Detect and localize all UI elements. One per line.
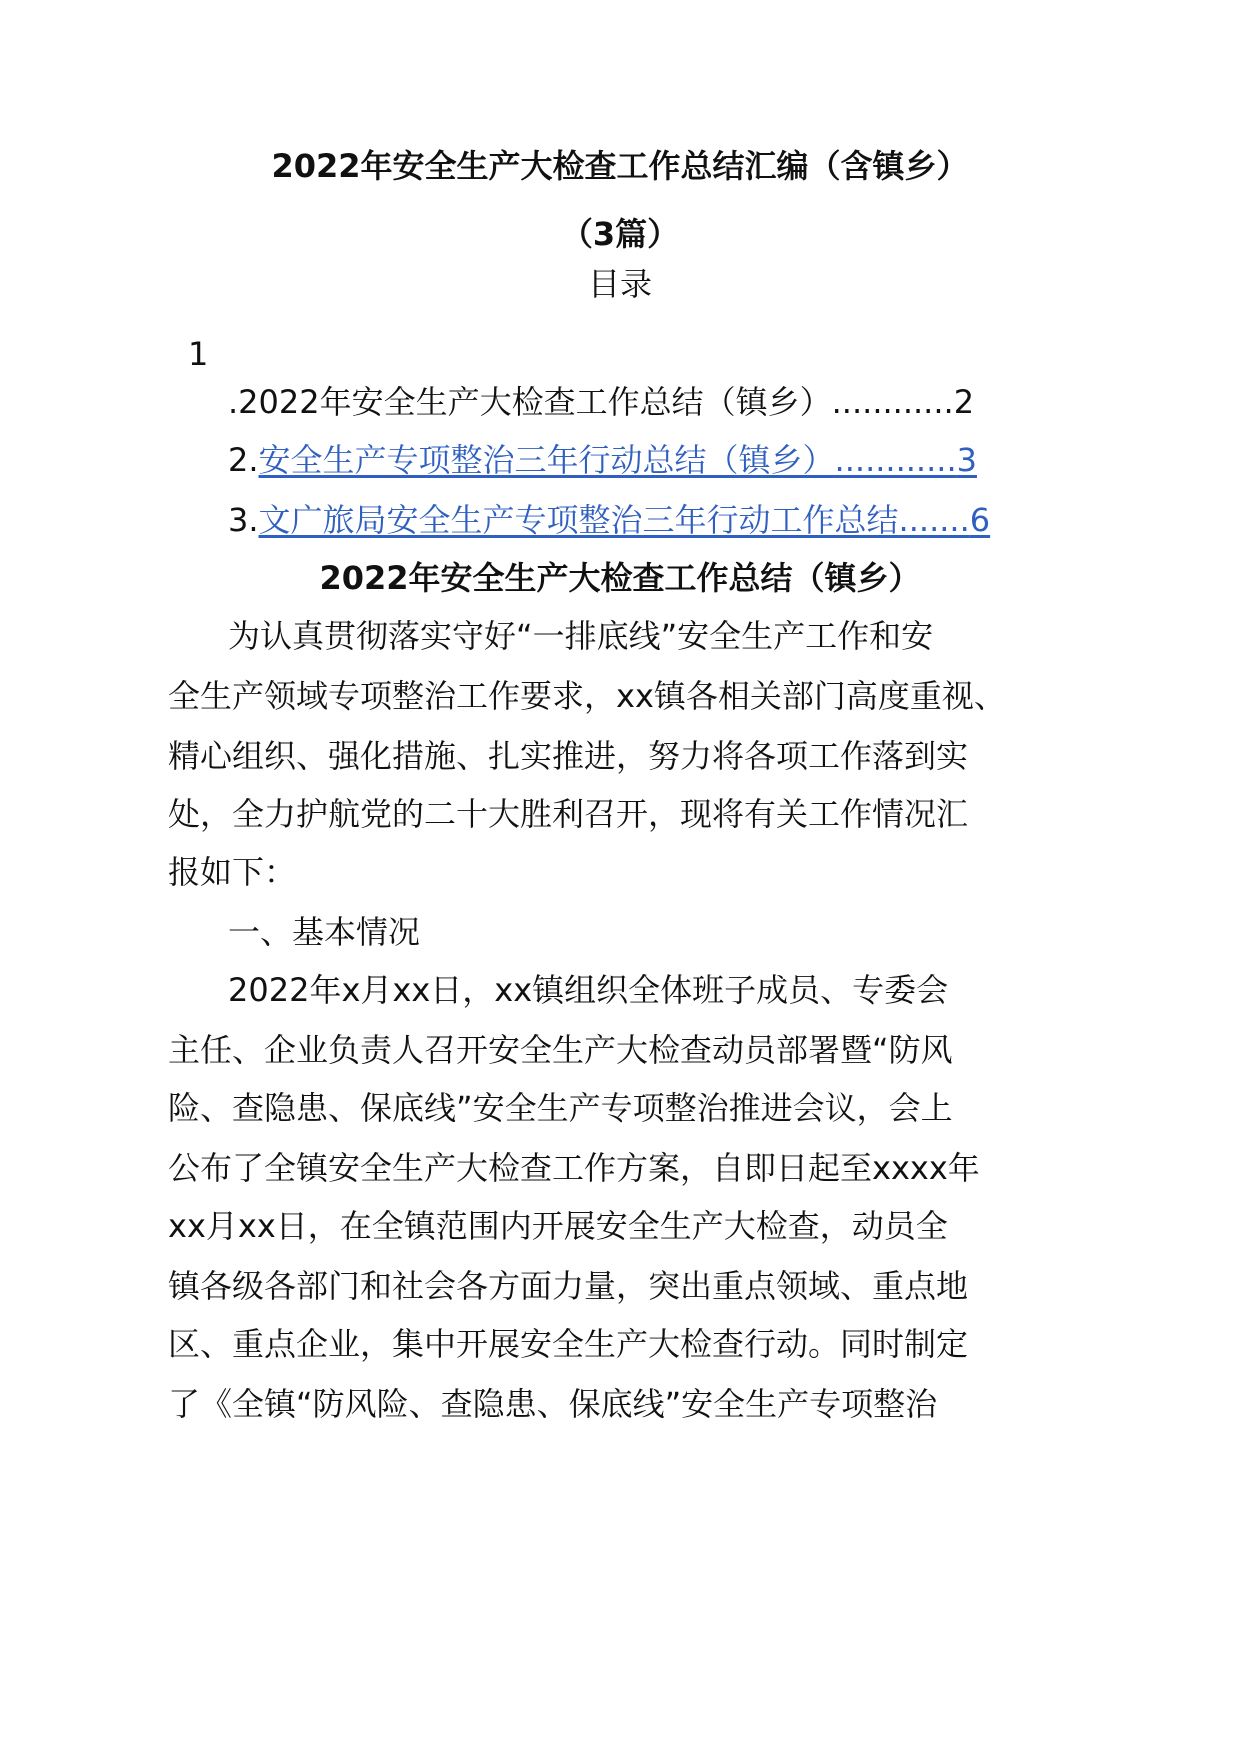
body-line: 处，全力护航党的二十大胜利召开，现将有关工作情况汇 xyxy=(168,795,969,833)
body-line: xx月xx日，在全镇范围内开展安全生产大检查，动员全 xyxy=(168,1207,948,1245)
toc-item-dots: ............ xyxy=(831,383,954,421)
toc-item-link[interactable] xyxy=(259,441,977,479)
document-subtitle: （3篇） xyxy=(560,215,680,253)
toc-item-page: 2 xyxy=(953,383,975,421)
toc-item-label: 文广旅局安全生产专项整治三年行动工作总结 xyxy=(258,501,899,539)
body-line: 公布了全镇安全生产大检查工作方案，自即日起至xxxx年 xyxy=(168,1149,980,1187)
body-line: 为认真贯彻落实守好“一排底线”安全生产工作和安 xyxy=(228,617,934,655)
body-line: 主任、企业负责人召开安全生产大检查动员部署暨“防风 xyxy=(168,1031,953,1069)
toc-item-1[interactable] xyxy=(228,382,974,422)
toc-item-page: 3 xyxy=(956,441,977,479)
document-title: 2022年安全生产大检查工作总结汇编（含镇乡） xyxy=(271,147,969,185)
body-line: 2022年x月xx日，xx镇组织全体班子成员、专委会 xyxy=(228,971,949,1009)
toc-item-3[interactable] xyxy=(228,500,990,540)
toc-heading: 目录 xyxy=(587,265,652,303)
section-heading: 2022年安全生产大检查工作总结（镇乡） xyxy=(319,559,921,597)
toc-item-dots: ....... xyxy=(898,501,970,539)
toc-item-prefix: 2. xyxy=(228,441,259,479)
toc-item-2[interactable] xyxy=(228,440,977,480)
body-line: 区、重点企业，集中开展安全生产大检查行动。同时制定 xyxy=(168,1325,969,1363)
toc-item-page: 6 xyxy=(969,501,991,539)
body-line: 精心组织、强化措施、扎实推进，努力将各项工作落到实 xyxy=(168,737,969,775)
toc-item-dots: ............ xyxy=(834,441,957,479)
body-line: 了《全镇“防风险、查隐患、保底线”安全生产专项整治 xyxy=(168,1385,938,1423)
body-line: 全生产领域专项整治工作要求，xx镇各相关部门高度重视、 xyxy=(168,677,1006,715)
toc-item-label: 2022年安全生产大检查工作总结（镇乡） xyxy=(238,383,832,421)
body-line: 报如下： xyxy=(168,853,297,891)
toc-item-prefix: . xyxy=(228,383,239,421)
toc-item-label: 安全生产专项整治三年行动总结（镇乡） xyxy=(258,441,835,479)
toc-item-prefix: 3. xyxy=(228,501,259,539)
body-line: 镇各级各部门和社会各方面力量，突出重点领域、重点地 xyxy=(168,1267,969,1305)
toc-item-link[interactable] xyxy=(259,501,991,539)
section-subheading: 一、基本情况 xyxy=(228,913,421,951)
toc-number-line: 1 xyxy=(188,335,209,373)
body-line: 险、查隐患、保底线”安全生产专项整治推进会议，会上 xyxy=(168,1089,953,1127)
